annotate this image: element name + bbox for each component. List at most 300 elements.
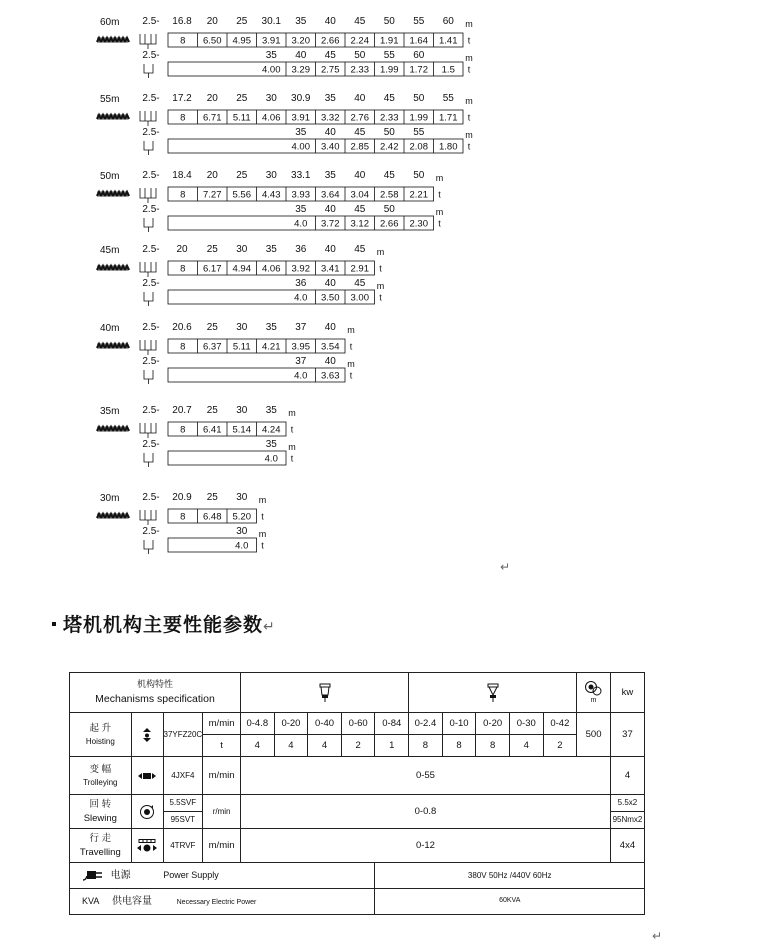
load-value: 4.24 xyxy=(262,424,281,436)
load-value: 5.14 xyxy=(232,424,251,436)
load-value: 4.0 xyxy=(294,218,308,230)
kva-cn: 供电容量 xyxy=(111,895,152,907)
unit-m: m xyxy=(347,359,355,369)
load-row-box xyxy=(168,368,345,382)
radius-value: 36 xyxy=(295,244,307,255)
unit-t: t xyxy=(438,189,441,200)
return-mark: ↵ xyxy=(263,619,276,635)
hook-2-fall-icon xyxy=(486,683,500,703)
load-value: 5.56 xyxy=(232,189,251,201)
unit-t: t xyxy=(261,511,264,522)
radius-start: 2.5- xyxy=(142,356,160,367)
radius-value: 35 xyxy=(265,439,277,450)
jib-length-label: 45m xyxy=(100,245,120,256)
trolleying-kw: 4 xyxy=(610,757,644,795)
radius-value: 35 xyxy=(265,50,277,61)
load-value: 4.0 xyxy=(294,292,308,304)
radius-value: 50 xyxy=(383,127,395,138)
jib-lattice-icon xyxy=(97,427,129,431)
load-value: 2.33 xyxy=(380,112,399,124)
travelling-label xyxy=(70,829,132,863)
hook4-load: 4 xyxy=(308,735,342,757)
load-value: 4.06 xyxy=(262,112,281,124)
travelling-unit: m/min xyxy=(203,829,241,863)
hook4-load: 4 xyxy=(274,735,308,757)
hook2-speed: 0-10 xyxy=(442,713,476,735)
radius-value: 35 xyxy=(324,93,336,104)
slewing-en: Slewing xyxy=(83,813,117,824)
hoisting-en: Hoisting xyxy=(85,736,115,746)
jib-lattice-icon xyxy=(97,344,129,348)
slewing-label xyxy=(70,795,132,829)
slewing-kw-cell xyxy=(610,795,644,829)
kva-label: KVA xyxy=(82,895,100,906)
hook2-speed: 0-2.4 xyxy=(409,713,443,735)
radius-value: 35 xyxy=(265,405,277,416)
slewing-model-cell xyxy=(163,795,203,829)
radius-value: 40 xyxy=(354,170,366,181)
unit-m: m xyxy=(258,529,267,539)
load-value: 3.04 xyxy=(350,189,369,201)
unit-m: m xyxy=(465,19,473,29)
radius-value: 50 xyxy=(413,170,425,181)
hook2-speed: 0-30 xyxy=(509,713,543,735)
bullet-icon xyxy=(52,622,56,626)
load-value: 4.0 xyxy=(235,540,249,552)
radius-value: 50 xyxy=(383,204,395,215)
slewing-range: 0-0.8 xyxy=(240,795,610,829)
return-mark: ↵ xyxy=(500,560,511,574)
radius-value: 45 xyxy=(383,170,395,181)
load-value: 8 xyxy=(180,189,186,201)
radius-value: 45 xyxy=(324,50,336,61)
hook4-load: 1 xyxy=(375,735,409,757)
hook-2-fall-icon xyxy=(144,540,153,549)
travelling-range: 0-12 xyxy=(240,829,610,863)
hook-2-fall-icon xyxy=(144,370,153,379)
unit-m: m xyxy=(376,247,385,257)
kva-label-cell xyxy=(70,889,375,915)
radius-value: 20.9 xyxy=(172,492,192,503)
radius-value: 60 xyxy=(413,50,425,61)
radius-value: 30.1 xyxy=(261,16,281,27)
hoisting-load-unit: t xyxy=(203,735,241,757)
spec-header-cell xyxy=(70,673,241,713)
radius-value: 40 xyxy=(324,204,336,215)
unit-m: m xyxy=(258,495,267,505)
trolleying-model: 4JXF4 xyxy=(163,757,203,795)
radius-value: 20.6 xyxy=(172,322,192,333)
slewing-icon-cell xyxy=(131,795,163,829)
radius-value: 18.4 xyxy=(172,170,192,181)
travelling-kw: 4x4 xyxy=(610,829,644,863)
load-value: 4.00 xyxy=(262,64,281,76)
load-value: 2.21 xyxy=(409,189,428,201)
load-value: 1.99 xyxy=(380,64,399,76)
load-value: 2.85 xyxy=(350,141,369,153)
load-value: 2.66 xyxy=(321,35,340,47)
unit-t: t xyxy=(349,370,353,381)
radius-value: 30 xyxy=(265,93,277,104)
load-value: 3.41 xyxy=(321,263,340,275)
load-value: 3.54 xyxy=(321,341,340,353)
radius-value: 55 xyxy=(383,50,395,61)
unit-m: m xyxy=(435,207,444,217)
power-plug-icon xyxy=(82,869,104,881)
unit-t: t xyxy=(467,141,471,152)
radius-start: 2.5- xyxy=(142,526,160,537)
load-value: 3.00 xyxy=(350,292,369,304)
radius-value: 55 xyxy=(413,16,425,27)
load-value: 2.30 xyxy=(409,218,428,230)
load-value: 2.33 xyxy=(350,64,369,76)
jib-lattice-icon xyxy=(97,115,129,119)
radius-value: 45 xyxy=(354,16,366,27)
hook2-cell xyxy=(409,673,577,713)
load-value: 8 xyxy=(180,35,186,47)
load-value: 4.95 xyxy=(232,35,251,47)
load-value: 4.0 xyxy=(294,370,308,382)
hook4-speed: 0-60 xyxy=(341,713,375,735)
hook2-speed: 0-42 xyxy=(543,713,577,735)
radius-start: 2.5- xyxy=(142,16,160,27)
radius-start: 2.5- xyxy=(142,204,160,215)
load-value: 3.29 xyxy=(291,64,310,76)
radius-start: 2.5- xyxy=(142,278,160,289)
radius-start: 2.5- xyxy=(142,322,160,333)
radius-value: 20 xyxy=(176,244,188,255)
hook-2-fall-icon xyxy=(144,218,153,227)
header-cn: 机构特性 xyxy=(136,679,173,690)
radius-value: 40 xyxy=(324,278,336,289)
slewing-kw-b: 95Nmx2 xyxy=(611,811,644,825)
unit-t: t xyxy=(379,292,382,303)
reel-header-cell xyxy=(577,673,611,713)
load-value: 3.91 xyxy=(291,112,310,124)
kva-value: 60KVA xyxy=(375,889,645,915)
section-heading xyxy=(52,610,276,637)
radius-start: 2.5- xyxy=(142,50,160,61)
radius-value: 25 xyxy=(206,244,218,255)
radius-value: 30 xyxy=(236,322,248,333)
unit-t: t xyxy=(261,540,264,551)
header-en: Mechanisms specification xyxy=(95,693,215,706)
radius-value: 17.2 xyxy=(172,93,192,104)
load-value: 1.41 xyxy=(439,35,458,47)
radius-value: 30 xyxy=(236,492,248,503)
load-value: 6.48 xyxy=(203,511,222,523)
radius-value: 25 xyxy=(206,492,218,503)
load-value: 6.41 xyxy=(203,424,222,436)
radius-value: 40 xyxy=(354,93,366,104)
load-value: 1.64 xyxy=(409,35,428,47)
radius-value: 25 xyxy=(236,16,248,27)
hook-4-fall-icon xyxy=(140,262,156,272)
load-value: 3.95 xyxy=(291,341,310,353)
jib-lattice-icon xyxy=(97,266,129,270)
load-value: 3.63 xyxy=(321,370,340,382)
hook2-load: 2 xyxy=(543,735,577,757)
load-value: 1.99 xyxy=(409,112,428,124)
unit-m: m xyxy=(465,96,473,106)
reel-unit: m xyxy=(590,696,597,704)
unit-m: m xyxy=(288,442,296,452)
radius-value: 45 xyxy=(383,93,395,104)
load-value: 8 xyxy=(180,112,186,124)
hoisting-speed-unit: m/min xyxy=(203,713,241,735)
radius-value: 45 xyxy=(354,244,366,255)
hoist-motor-icon xyxy=(141,727,153,743)
load-value: 2.76 xyxy=(350,112,369,124)
radius-value: 55 xyxy=(442,93,454,104)
hook-2-fall-icon xyxy=(144,292,153,301)
radius-value: 45 xyxy=(354,204,366,215)
radius-value: 37 xyxy=(295,356,307,367)
trolleying-icon-cell xyxy=(131,757,163,795)
hook4-speed: 0-84 xyxy=(375,713,409,735)
unit-m: m xyxy=(288,408,296,418)
load-value: 3.12 xyxy=(350,218,369,230)
hook-4-fall-icon xyxy=(140,188,156,198)
return-mark: ↵ xyxy=(652,929,663,943)
radius-value: 16.8 xyxy=(172,16,192,27)
radius-value: 40 xyxy=(324,16,336,27)
power-value: 380V 50Hz /440V 60Hz xyxy=(375,863,645,889)
load-value: 1.72 xyxy=(409,64,428,76)
hook4-speed: 0-4.8 xyxy=(240,713,274,735)
hook-4-fall-icon xyxy=(140,423,156,433)
unit-t: t xyxy=(467,35,471,46)
radius-value: 25 xyxy=(206,405,218,416)
power-cn: 电源 xyxy=(110,869,131,881)
hook2-speed: 0-20 xyxy=(476,713,510,735)
radius-value: 45 xyxy=(354,127,366,138)
load-value: 2.24 xyxy=(350,35,369,47)
hoisting-model: 37YFZ20C xyxy=(163,713,203,757)
radius-start: 2.5- xyxy=(142,93,160,104)
radius-start: 2.5- xyxy=(142,170,160,181)
load-value: 1.80 xyxy=(439,141,458,153)
radius-value: 35 xyxy=(295,16,307,27)
load-value: 8 xyxy=(180,511,186,523)
radius-value: 35 xyxy=(265,244,277,255)
jib-lattice-icon xyxy=(97,514,129,518)
hoisting-cn: 起 升 xyxy=(89,722,112,734)
load-value: 4.21 xyxy=(262,341,281,353)
heading-text: 塔机机构主要性能参数 xyxy=(63,614,264,636)
load-value: 6.17 xyxy=(203,263,222,275)
load-value: 3.92 xyxy=(291,263,310,275)
load-value: 2.08 xyxy=(409,141,428,153)
radius-start: 2.5- xyxy=(142,244,160,255)
load-value: 6.50 xyxy=(203,35,222,47)
load-value: 1.71 xyxy=(439,112,458,124)
slewing-motor-icon xyxy=(139,804,155,820)
load-value: 2.66 xyxy=(380,218,399,230)
radius-value: 30 xyxy=(236,526,248,537)
hook4-load: 4 xyxy=(240,735,274,757)
hook-4-fall-icon xyxy=(140,340,156,350)
load-value: 3.32 xyxy=(321,112,340,124)
radius-value: 50 xyxy=(383,16,395,27)
jib-length-label: 60m xyxy=(100,17,120,28)
power-label-cell xyxy=(70,863,375,889)
jib-length-label: 55m xyxy=(100,94,120,105)
hook-4-fall-icon xyxy=(140,510,156,520)
radius-value: 30 xyxy=(265,170,277,181)
load-value: 8 xyxy=(180,424,186,436)
reel-icon xyxy=(584,680,604,696)
hoisting-icon-cell xyxy=(131,713,163,757)
radius-value: 20 xyxy=(206,16,218,27)
load-value: 6.37 xyxy=(203,341,222,353)
load-value: 4.0 xyxy=(264,453,278,465)
load-value: 4.94 xyxy=(232,263,251,275)
hook4-load: 2 xyxy=(341,735,375,757)
load-value: 2.91 xyxy=(350,263,369,275)
radius-value: 40 xyxy=(324,356,336,367)
hoisting-kw: 37 xyxy=(610,713,644,757)
hook-2-fall-icon xyxy=(144,64,153,73)
radius-value: 33.1 xyxy=(291,170,311,181)
radius-value: 35 xyxy=(265,322,277,333)
load-value: 1.5 xyxy=(441,64,455,76)
radius-value: 35 xyxy=(295,204,307,215)
load-value: 7.27 xyxy=(203,189,222,201)
travelling-en: Travelling xyxy=(79,847,121,858)
radius-start: 2.5- xyxy=(142,439,160,450)
hook-4-fall-icon xyxy=(140,34,156,44)
load-row-box xyxy=(168,290,375,304)
jib-lattice-icon xyxy=(97,38,129,42)
jib-length-label: 30m xyxy=(100,493,120,504)
radius-value: 20.7 xyxy=(172,405,192,416)
jib-lattice-icon xyxy=(97,192,129,196)
load-value: 5.11 xyxy=(232,112,251,124)
load-value: 2.58 xyxy=(380,189,399,201)
load-value: 4.06 xyxy=(262,263,281,275)
hook-4-fall-icon xyxy=(318,683,332,703)
radius-value: 40 xyxy=(295,50,307,61)
radius-value: 50 xyxy=(413,93,425,104)
kw-header: kw xyxy=(610,673,644,713)
hoisting-label xyxy=(70,713,132,757)
radius-value: 30 xyxy=(236,244,248,255)
unit-t: t xyxy=(438,218,441,229)
kva-en: Necessary Electric Power xyxy=(176,898,257,906)
hook4-speed: 0-40 xyxy=(308,713,342,735)
trolley-motor-icon xyxy=(137,771,157,781)
load-value: 2.42 xyxy=(380,141,399,153)
radius-value: 55 xyxy=(413,127,425,138)
trolleying-unit: m/min xyxy=(203,757,241,795)
travelling-model: 4TRVF xyxy=(163,829,203,863)
trolleying-cn: 变 幅 xyxy=(89,763,112,775)
load-value: 4.00 xyxy=(291,141,310,153)
power-en: Power Supply xyxy=(163,869,219,880)
hook-4-fall-icon xyxy=(140,111,156,121)
unit-m: m xyxy=(376,281,385,291)
radius-value: 40 xyxy=(324,244,336,255)
load-value: 8 xyxy=(180,263,186,275)
unit-m: m xyxy=(435,173,444,183)
load-value: 5.20 xyxy=(232,511,251,523)
radius-value: 25 xyxy=(236,170,248,181)
travel-motor-icon xyxy=(136,839,158,853)
radius-value: 25 xyxy=(206,322,218,333)
load-value: 3.91 xyxy=(262,35,281,47)
unit-m: m xyxy=(465,130,473,140)
jib-length-label: 50m xyxy=(100,171,120,182)
radius-value: 30.9 xyxy=(291,93,311,104)
radius-start: 2.5- xyxy=(142,405,160,416)
unit-t: t xyxy=(290,424,294,435)
unit-t: t xyxy=(467,64,471,75)
unit-t: t xyxy=(349,341,353,352)
load-value: 3.40 xyxy=(321,141,340,153)
radius-value: 30 xyxy=(236,405,248,416)
unit-m: m xyxy=(465,53,473,63)
radius-start: 2.5- xyxy=(142,127,160,138)
slewing-unit: r/min xyxy=(203,795,241,829)
jib-length-label: 35m xyxy=(100,406,120,417)
mechanism-spec-table xyxy=(69,672,645,915)
load-value: 3.20 xyxy=(291,35,310,47)
slewing-kw-a: 5.5x2 xyxy=(617,798,638,808)
radius-value: 36 xyxy=(295,278,307,289)
hook4-cell xyxy=(240,673,408,713)
radius-value: 35 xyxy=(295,127,307,138)
hook-2-fall-icon xyxy=(144,453,153,462)
trolleying-en: Trolleying xyxy=(83,777,118,787)
slewing-model-a: 5.5SVF xyxy=(169,798,197,808)
load-value: 2.75 xyxy=(321,64,340,76)
hook2-load: 8 xyxy=(409,735,443,757)
load-value: 3.64 xyxy=(321,189,340,201)
radius-value: 20 xyxy=(206,170,218,181)
unit-t: t xyxy=(290,453,294,464)
unit-t: t xyxy=(467,112,471,123)
radius-value: 37 xyxy=(295,322,307,333)
hook2-load: 8 xyxy=(442,735,476,757)
load-value: 5.11 xyxy=(232,341,251,353)
radius-value: 40 xyxy=(324,127,336,138)
hook4-speed: 0-20 xyxy=(274,713,308,735)
slewing-cn: 回 转 xyxy=(89,798,112,810)
radius-value: 60 xyxy=(442,16,454,27)
travelling-icon-cell xyxy=(131,829,163,863)
unit-t: t xyxy=(379,263,382,274)
jib-length-label: 40m xyxy=(100,323,120,334)
load-value: 3.50 xyxy=(321,292,340,304)
trolleying-label xyxy=(70,757,132,795)
load-value: 6.71 xyxy=(203,112,222,124)
load-value: 1.91 xyxy=(380,35,399,47)
load-value: 3.93 xyxy=(291,189,310,201)
radius-value: 25 xyxy=(236,93,248,104)
trolleying-range: 0-55 xyxy=(240,757,610,795)
load-value: 3.72 xyxy=(321,218,340,230)
slewing-model-b: 95SVT xyxy=(164,811,203,825)
radius-value: 40 xyxy=(324,322,336,333)
load-value: 8 xyxy=(180,341,186,353)
radius-start: 2.5- xyxy=(142,492,160,503)
radius-value: 20 xyxy=(206,93,218,104)
hook2-load: 4 xyxy=(509,735,543,757)
hook2-load: 8 xyxy=(476,735,510,757)
hook-2-fall-icon xyxy=(144,141,153,150)
radius-value: 50 xyxy=(354,50,366,61)
